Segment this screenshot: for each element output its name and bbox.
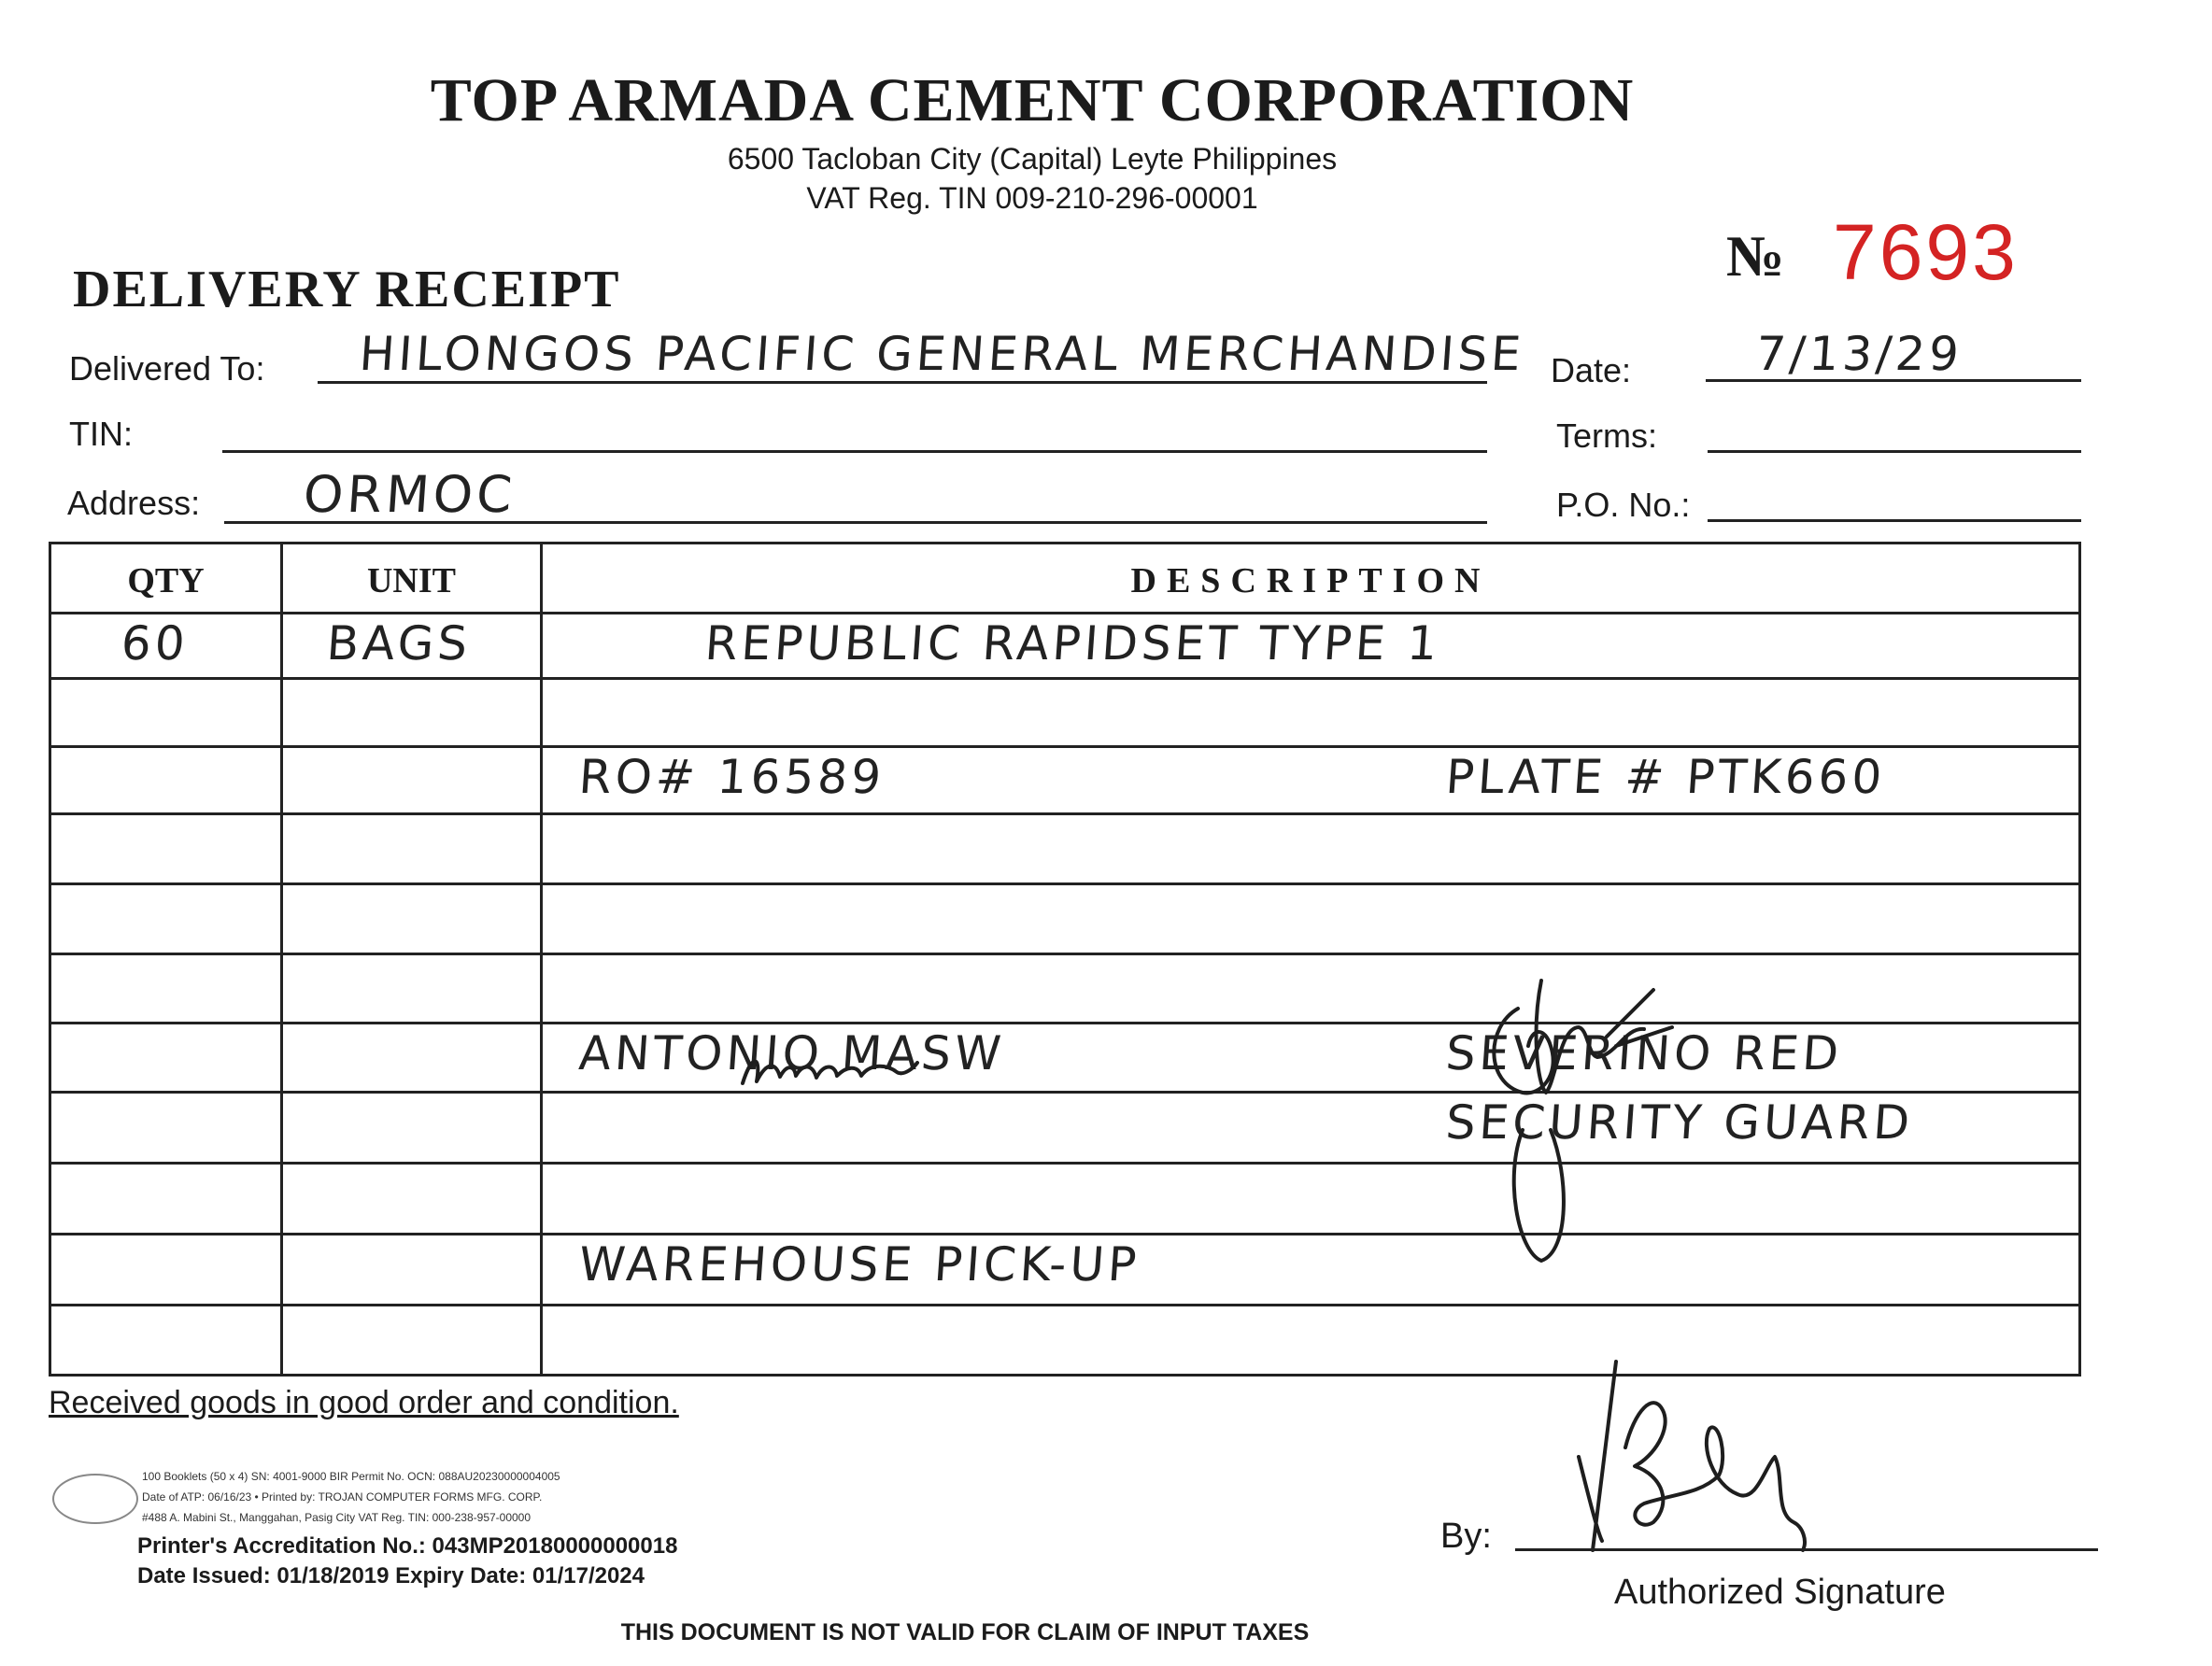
- printer-fine-print-3: #488 A. Mabini St., Manggahan, Pasig City VAT Reg. TIN: 000-238-957-00000: [142, 1511, 532, 1524]
- table-row-divider: [49, 882, 2081, 885]
- unit-cell[interactable]: BAGS: [324, 616, 474, 671]
- printer-accreditation: Printer's Accreditation No.: 043MP20180000000018: [137, 1533, 678, 1559]
- printer-fine-print-1: 100 Booklets (50 x 4) SN: 4001-9000 BIR Permit No. OCN: 088AU20230000004005: [142, 1470, 560, 1483]
- table-row-divider: [49, 677, 2081, 680]
- printer-fine-print-2: Date of ATP: 06/16/23 • Printed by: TROJAN COMPUTER FORMS MFG. CORP.: [142, 1490, 543, 1504]
- table-row-divider: [49, 612, 2081, 614]
- table-row-divider: [49, 1233, 2081, 1235]
- description-right-cell[interactable]: SECURITY GUARD: [1443, 1095, 1916, 1150]
- company-address: 6500 Tacloban City (Capital) Leyte Philippines: [727, 142, 1338, 176]
- date-label: Date:: [1551, 351, 1632, 389]
- authorized-signature: [1560, 1354, 1822, 1578]
- description-cell[interactable]: ANTONIO MASW: [576, 1026, 1007, 1080]
- authorized-signature-label: Authorized Signature: [1614, 1573, 1946, 1612]
- receiver-signature: [738, 1044, 925, 1100]
- description-cell[interactable]: WAREHOUSE PICK-UP: [576, 1237, 1142, 1292]
- signature-line: [1515, 1548, 2098, 1551]
- description-cell[interactable]: RO# 16589: [576, 750, 886, 804]
- company-name: TOP ARMADA CEMENT CORPORATION: [430, 66, 1635, 134]
- address-label: Address:: [67, 484, 201, 522]
- qty-cell[interactable]: 60: [119, 616, 191, 671]
- received-goods-note: Received goods in good order and condition.: [49, 1385, 679, 1420]
- description-right-cell[interactable]: SEVERINO RED: [1443, 1026, 1845, 1080]
- document-title: DELIVERY RECEIPT: [73, 261, 621, 318]
- delivered-to-label: Delivered To:: [69, 349, 265, 388]
- tin-label: TIN:: [69, 415, 133, 453]
- tax-notice: THIS DOCUMENT IS NOT VALID FOR CLAIM OF INPUT TAXES: [620, 1619, 1310, 1645]
- table-row-divider: [49, 1304, 2081, 1306]
- accreditation-dates: Date Issued: 01/18/2019 Expiry Date: 01/17/2024: [137, 1563, 645, 1588]
- by-label: By:: [1440, 1517, 1492, 1556]
- description-right-cell[interactable]: PLATE # PTK660: [1443, 750, 1888, 804]
- table-row-divider: [49, 1022, 2081, 1024]
- qty-header: QTY: [127, 561, 205, 600]
- unit-header: UNIT: [366, 561, 457, 600]
- table-row-divider: [49, 812, 2081, 815]
- delivered-to-value[interactable]: HILONGOS PACIFIC GENERAL MERCHANDISE: [357, 327, 1526, 381]
- table-row-divider: [49, 745, 2081, 748]
- delivered-to-line: [318, 381, 1487, 384]
- po-line: [1708, 519, 2081, 522]
- po-label: P.O. No.:: [1556, 486, 1691, 524]
- guard-signature: [1467, 971, 1681, 1270]
- description-cell[interactable]: REPUBLIC RAPIDSET TYPE 1: [702, 616, 1443, 671]
- table-row-divider: [49, 953, 2081, 955]
- receipt-number-label: №: [1726, 225, 1785, 289]
- terms-label: Terms:: [1556, 416, 1657, 455]
- receipt-number: 7693: [1833, 208, 2019, 296]
- table-row-divider: [49, 1162, 2081, 1165]
- address-value[interactable]: ORMOC: [301, 465, 518, 524]
- table-row-divider: [49, 1091, 2081, 1094]
- date-value[interactable]: 7/13/29: [1753, 327, 1964, 381]
- tin-line: [222, 450, 1487, 453]
- company-vat-tin: VAT Reg. TIN 009-210-296-00001: [806, 181, 1258, 215]
- description-header: DESCRIPTION: [1130, 561, 1491, 600]
- unit-column-divider: [540, 542, 543, 1377]
- qty-column-divider: [280, 542, 283, 1377]
- terms-line: [1708, 450, 2081, 453]
- printer-logo: [52, 1474, 138, 1524]
